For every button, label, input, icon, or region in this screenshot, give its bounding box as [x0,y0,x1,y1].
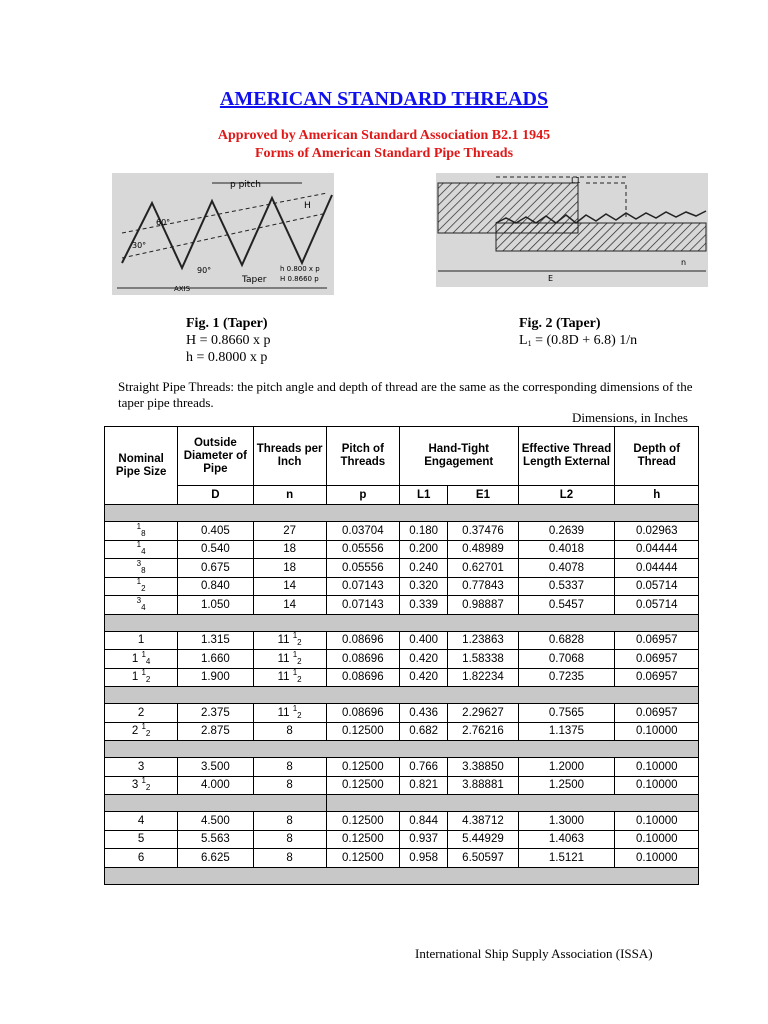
cell-D: 0.405 [178,522,253,541]
figure-2-formula: $L_1 = (0.8D + 6.8)$ 1/n [519,333,638,348]
header-nominal-size: Nominal Pipe Size [105,427,178,505]
figure-1-formula-H: H = 0.8660 x p [186,333,271,348]
cell-h: 0.06957 [615,668,699,687]
cell-L1: 0.240 [399,559,447,578]
cell-n: 18 [253,559,326,578]
cell-E1: 6.50597 [448,849,518,868]
cell-h: 0.10000 [615,849,699,868]
cell-E1: 5.44929 [448,830,518,849]
cell-L1: 0.400 [399,631,447,650]
header-threads-per-inch: Threads per Inch [253,427,326,486]
table-row [105,704,699,723]
symbol-n: n [253,486,326,505]
cell-n: 14 [253,577,326,596]
cell-D: 3.500 [178,758,253,777]
symbol-L1: L1 [399,486,447,505]
cell-L2: 0.5457 [518,596,615,615]
cell-L1: 0.180 [399,522,447,541]
cell-D: 0.675 [178,559,253,578]
cell-L2: 0.5337 [518,577,615,596]
H-equation-label: H 0.8660 p [280,275,319,283]
cell-size: $^1_2$ [105,577,178,596]
cell-D: 4.500 [178,812,253,831]
cell-L2: 1.1375 [518,722,615,741]
cell-E1: 4.38712 [448,812,518,831]
cell-L1: 0.339 [399,596,447,615]
figure-1-formula-h: h = 0.8000 x p [186,350,268,365]
cell-p: 0.08696 [326,704,399,723]
cell-p: 0.12500 [326,776,399,795]
cell-p: 0.12500 [326,830,399,849]
cell-p: 0.12500 [326,758,399,777]
cell-p: 0.08696 [326,650,399,669]
cell-D: 1.050 [178,596,253,615]
cell-size: 3 [105,758,178,777]
cell-L1: 0.844 [399,812,447,831]
cell-p: 0.12500 [326,722,399,741]
table-row [105,668,699,687]
cell-E1: 2.29627 [448,704,518,723]
cell-n: 8 [253,722,326,741]
cell-D: 6.625 [178,849,253,868]
cell-h: 0.05714 [615,577,699,596]
cell-size: 2 $^1_2$ [105,722,178,741]
cell-L2: 0.7565 [518,704,615,723]
angle-60-label: 60° [156,218,171,227]
cell-n: 14 [253,596,326,615]
cell-p: 0.07143 [326,596,399,615]
cell-h: 0.02963 [615,522,699,541]
cell-E1: 1.23863 [448,631,518,650]
cell-L1: 0.937 [399,830,447,849]
cell-h: 0.06957 [615,631,699,650]
cell-E1: 2.76216 [448,722,518,741]
symbol-p: p [326,486,399,505]
cell-n: 8 [253,849,326,868]
table-row [105,577,699,596]
table-body [105,505,699,885]
cell-L2: 1.2500 [518,776,615,795]
cell-L2: 1.3000 [518,812,615,831]
cell-E1: 0.77843 [448,577,518,596]
angle-30-label: 30° [132,241,147,250]
cell-L1: 0.200 [399,540,447,559]
group-separator-row [105,614,699,631]
cell-L2: 1.4063 [518,830,615,849]
h-equation-label: h 0.800 x p [280,265,320,273]
table-row [105,722,699,741]
cell-n: 8 [253,830,326,849]
cell-n: 18 [253,540,326,559]
E-label: E [548,274,554,283]
page-title: AMERICAN STANDARD THREADS [219,88,549,110]
table-row [105,650,699,669]
cell-h: 0.04444 [615,559,699,578]
cell-size: 6 [105,849,178,868]
cell-size: $^3_4$ [105,596,178,615]
symbol-D: D [178,486,253,505]
cell-size: 1 $^1_4$ [105,650,178,669]
cell-h: 0.06957 [615,650,699,669]
cell-size: $^1_4$ [105,540,178,559]
cell-h: 0.10000 [615,758,699,777]
cell-D: 1.315 [178,631,253,650]
pitch-label: p pitch [230,180,261,190]
cell-p: 0.08696 [326,668,399,687]
cell-L2: 1.2000 [518,758,615,777]
group-separator-row [105,505,699,522]
cell-D: 1.900 [178,668,253,687]
cell-size: $^1_8$ [105,522,178,541]
cell-D: 0.840 [178,577,253,596]
cell-n: 11 $^1_2$ [253,668,326,687]
cell-E1: 3.88881 [448,776,518,795]
cell-E1: 0.48989 [448,540,518,559]
figure-1-caption [186,315,271,366]
cell-p: 0.05556 [326,540,399,559]
cell-D: 2.875 [178,722,253,741]
cell-E1: 1.58338 [448,650,518,669]
cell-h: 0.10000 [615,812,699,831]
cell-p: 0.07143 [326,577,399,596]
cell-size: $^3_8$ [105,559,178,578]
table-row [105,631,699,650]
axis-label: AXIS [174,285,191,293]
cell-L2: 0.4018 [518,540,615,559]
cell-L1: 0.436 [399,704,447,723]
taper-label: Taper [242,275,267,285]
thread-profile-drawing [112,173,334,295]
header-effective-length: Effective Thread Length External [518,427,615,486]
figure-2-taper-engagement [436,173,708,287]
cell-L2: 1.5121 [518,849,615,868]
figure-1-thread-profile [112,173,334,295]
cell-h: 0.05714 [615,596,699,615]
cell-L1: 0.821 [399,776,447,795]
cell-p: 0.05556 [326,559,399,578]
cell-E1: 0.98887 [448,596,518,615]
header-outside-diameter: Outside Diameter of Pipe [178,427,253,486]
cell-L1: 0.420 [399,650,447,669]
cell-n: 27 [253,522,326,541]
cell-L2: 0.6828 [518,631,615,650]
table-row [105,758,699,777]
header-pitch: Pitch of Threads [326,427,399,486]
cell-h: 0.04444 [615,540,699,559]
cell-n: 8 [253,776,326,795]
cell-h: 0.10000 [615,776,699,795]
cell-n: 11 $^1_2$ [253,631,326,650]
table-row [105,596,699,615]
cell-n: 11 $^1_2$ [253,704,326,723]
cell-L1: 0.958 [399,849,447,868]
figure-2-title: Fig. 2 (Taper) [519,316,601,331]
cell-L1: 0.420 [399,668,447,687]
table-row [105,849,699,868]
cell-E1: 0.62701 [448,559,518,578]
header-depth: Depth of Thread [615,427,699,486]
cell-n: 11 $^1_2$ [253,650,326,669]
cell-p: 0.12500 [326,812,399,831]
cell-h: 0.06957 [615,704,699,723]
cell-D: 4.000 [178,776,253,795]
L1-label: L1 [571,176,581,185]
cell-size: 5 [105,830,178,849]
table-row [105,830,699,849]
straight-pipe-note: Straight Pipe Threads: the pitch angle and depth of thread are the same as the corresponding dimensions of the taper pipe threads. [118,379,693,410]
cell-E1: 0.37476 [448,522,518,541]
cell-L2: 0.7068 [518,650,615,669]
cell-p: 0.08696 [326,631,399,650]
header-hand-tight: Hand-Tight Engagement [399,427,518,486]
table-row [105,776,699,795]
cell-p: 0.12500 [326,849,399,868]
table-row [105,559,699,578]
dimensions-note: Dimensions, in Inches [572,410,688,425]
figure-2-caption [519,315,637,349]
cell-h: 0.10000 [615,722,699,741]
cell-h: 0.10000 [615,830,699,849]
cell-size: 1 [105,631,178,650]
thread-dimensions-table [104,426,699,885]
symbol-h: h [615,486,699,505]
figure-1-title: Fig. 1 (Taper) [186,316,268,331]
cell-size: 2 [105,704,178,723]
group-separator-row [105,687,699,704]
n-label: n [681,258,687,267]
group-separator-row [105,867,699,884]
cell-D: 1.660 [178,650,253,669]
subtitle-forms: Forms of American Standard Pipe Threads [254,146,514,161]
taper-engagement-drawing [436,173,708,287]
cell-p: 0.03704 [326,522,399,541]
symbol-L2: L2 [518,486,615,505]
cell-E1: 1.82234 [448,668,518,687]
cell-L2: 0.2639 [518,522,615,541]
cell-E1: 3.38850 [448,758,518,777]
cell-n: 8 [253,758,326,777]
cell-size: 3 $^1_2$ [105,776,178,795]
cell-L1: 0.682 [399,722,447,741]
table-row [105,812,699,831]
cell-L2: 0.7235 [518,668,615,687]
subtitle-approval: Approved by American Standard Association B2.1 1945 [217,128,551,143]
cell-D: 0.540 [178,540,253,559]
table-row [105,540,699,559]
cell-size: 4 [105,812,178,831]
angle-90-label: 90° [197,266,212,275]
group-separator-row [105,795,699,812]
symbol-E1: E1 [448,486,518,505]
table-row [105,522,699,541]
cell-L1: 0.766 [399,758,447,777]
cell-n: 8 [253,812,326,831]
group-separator-row [105,741,699,758]
footer-organization: International Ship Supply Association (ISSA) [415,946,653,961]
cell-size: 1 $^1_2$ [105,668,178,687]
cell-D: 5.563 [178,830,253,849]
cell-L2: 0.4078 [518,559,615,578]
cell-D: 2.375 [178,704,253,723]
H-label: H [304,201,311,211]
cell-L1: 0.320 [399,577,447,596]
